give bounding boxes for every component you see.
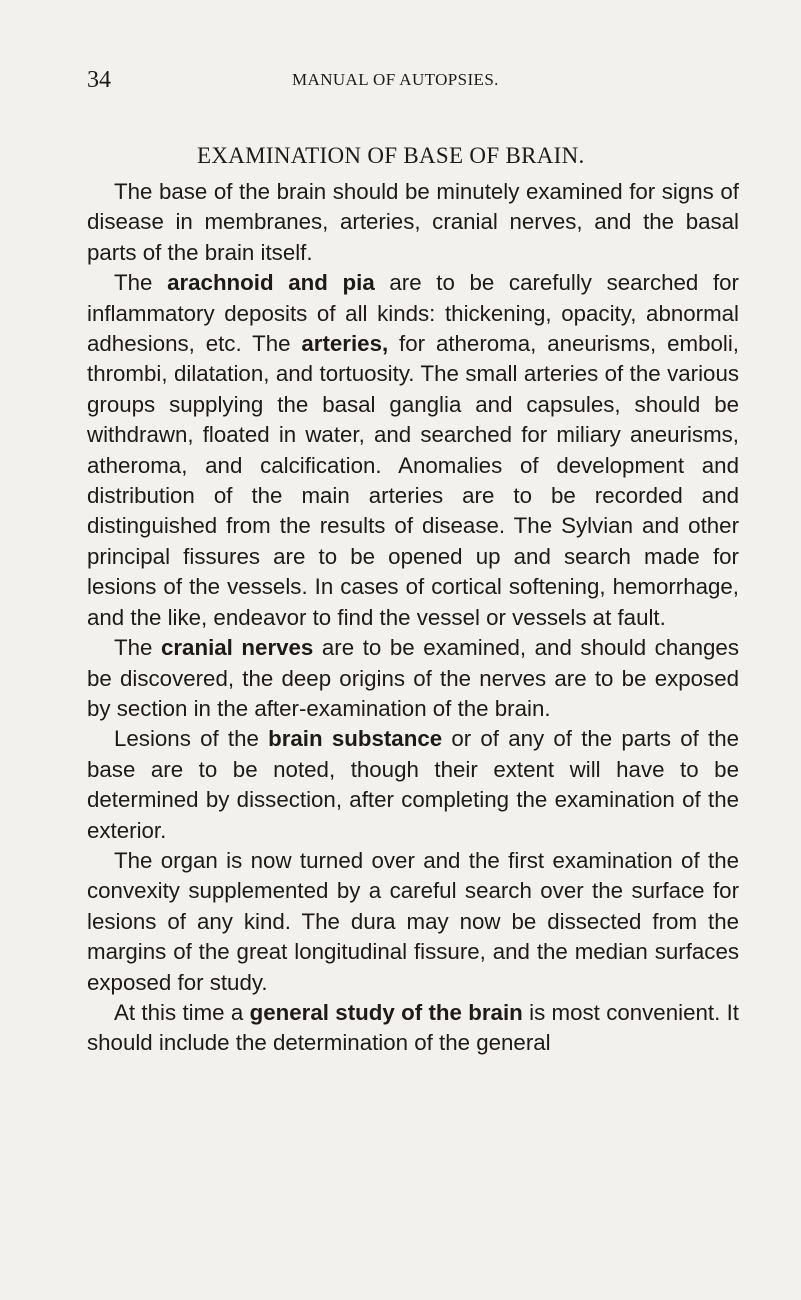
paragraph-text: or of any of the parts of the base are to be noted, though their extent will have to be determined by dissection, after completing the examination of the exterior. <box>87 726 740 843</box>
bold-term: arteries, <box>301 331 389 357</box>
page-content <box>87 141 739 1059</box>
paragraph-text: are to be examined, and should changes be discovered, the deep origins of the nerves are to be exposed by section in the after-examination of the brain. <box>87 635 739 721</box>
paragraph-text: The <box>114 635 161 661</box>
paragraph-text: Lesions of the <box>114 726 269 752</box>
paragraph-cranial-nerves <box>87 633 739 724</box>
paragraph-lead: The base of the brain <box>114 179 327 204</box>
section-title: EXAMINATION OF BASE OF BRAIN. <box>197 143 585 168</box>
paragraph-base-of-brain <box>87 177 739 268</box>
paragraph-text: The organ is now turned over and the first examination of the convexity supplemented by a careful search over the surface for lesions of any kind. The dura may now be dissected from the margins of the great longitudinal fissure, and the median surfaces exposed for study. <box>87 847 739 995</box>
bold-term: arachnoid and pia <box>167 270 375 296</box>
paragraph-text: for atheroma, aneurisms, emboli, thrombi, dilatation, and tortuosity. The small arteries of the various groups supplying the basal ganglia and capsules, should be withdrawn, floated in water, and searched for miliary aneurisms, atheroma, and calcification. Anomalies of development and distribution of the main arteries are to be recorded and distinguished from the results of disease. The Sylvian and other principal fissures are to be opened up and search made for lesions of the vessels. In cases of cortical softening, hemorrhage, and the like, endeavor to find the vessel or vessels at fault. <box>87 331 739 630</box>
paragraph-text: should be minutely examined for signs of disease in membranes, arteries, cranial nerves, and the basal parts of the brain itself. <box>87 179 739 265</box>
bold-term: brain substance <box>268 726 443 752</box>
paragraph-text: The <box>114 270 168 296</box>
paragraph-text: are to be carefully searched for inflammatory deposits of all kinds: thickening, opacity, abnormal adhesions, etc. The <box>87 270 739 357</box>
paragraph-text: At this time a <box>114 999 250 1025</box>
paragraph-brain-substance <box>87 724 739 846</box>
bold-term: cranial nerves <box>160 635 314 661</box>
page-number: 34 <box>87 67 111 93</box>
running-title: MANUAL OF AUTOPSIES. <box>292 70 499 89</box>
paragraph-arachnoid-and-pia <box>87 268 739 633</box>
paragraph-text: is most convenient. It should include the determination of the general <box>87 999 739 1056</box>
bold-term: general study of the brain <box>249 999 523 1025</box>
running-head <box>87 60 727 100</box>
paragraph-convexity <box>87 846 739 998</box>
paragraph-general-study <box>87 998 739 1059</box>
